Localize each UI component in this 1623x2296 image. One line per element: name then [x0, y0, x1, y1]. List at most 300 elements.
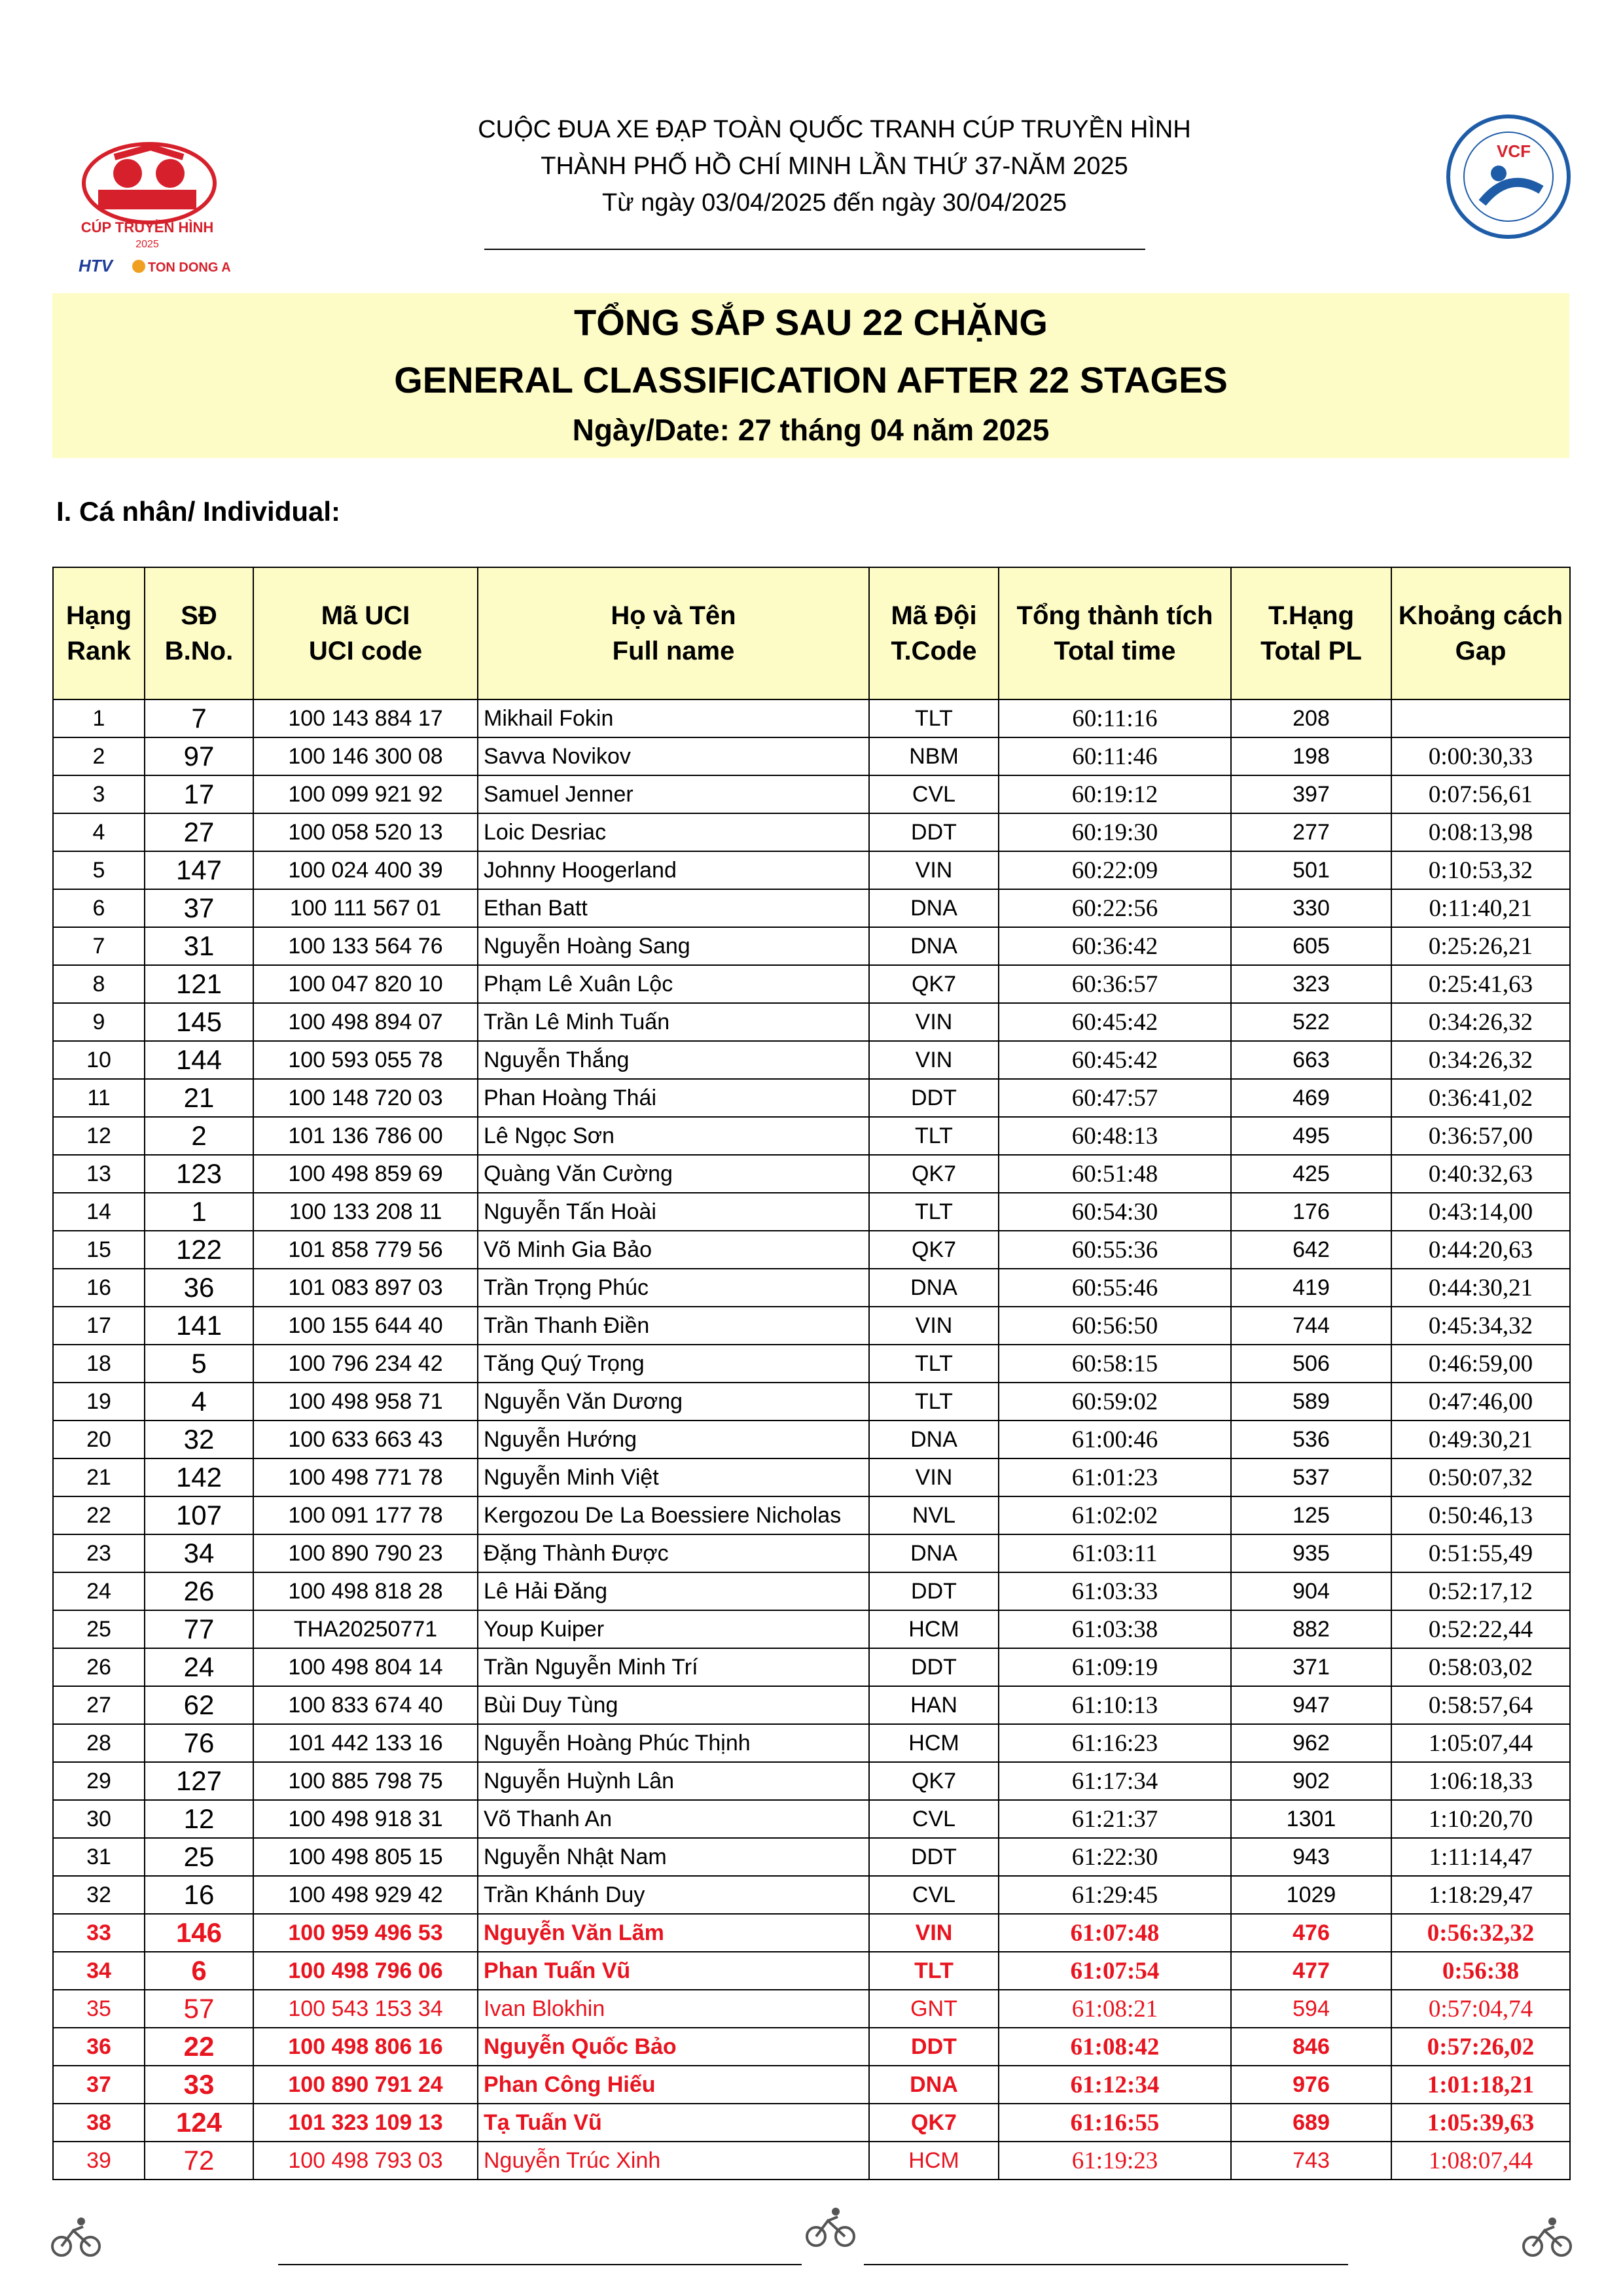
- gap-cell: 0:00:30,33: [1391, 737, 1570, 775]
- bib-cell: 76: [145, 1724, 253, 1762]
- rank-cell: 11: [53, 1079, 145, 1117]
- total-time-cell: 61:07:54: [999, 1952, 1231, 1990]
- svg-text:CÚP TRUYỀN HÌNH: CÚP TRUYỀN HÌNH: [80, 219, 214, 236]
- rider-name-cell: Bùi Duy Tùng: [478, 1686, 869, 1724]
- bib-cell: 7: [145, 699, 253, 737]
- total-points-cell: 642: [1231, 1231, 1391, 1269]
- total-points-cell: 904: [1231, 1572, 1391, 1610]
- total-time-cell: 60:22:09: [999, 851, 1231, 889]
- gap-cell: 0:51:55,49: [1391, 1534, 1570, 1572]
- total-time-cell: 60:58:15: [999, 1345, 1231, 1383]
- total-points-cell: 397: [1231, 775, 1391, 813]
- uci-code-cell: 100 543 153 34: [253, 1990, 478, 2028]
- gap-cell: 0:47:46,00: [1391, 1383, 1570, 1421]
- rider-name-cell: Trần Khánh Duy: [478, 1876, 869, 1914]
- rank-cell: 19: [53, 1383, 145, 1421]
- total-time-cell: 60:11:16: [999, 699, 1231, 737]
- uci-code-cell: 101 083 897 03: [253, 1269, 478, 1307]
- uci-code-cell: 100 133 564 76: [253, 927, 478, 965]
- uci-code-cell: 100 148 720 03: [253, 1079, 478, 1117]
- team-code-cell: VIN: [869, 1914, 999, 1952]
- rank-cell: 17: [53, 1307, 145, 1345]
- rider-name-cell: Trần Trọng Phúc: [478, 1269, 869, 1307]
- total-time-cell: 60:48:13: [999, 1117, 1231, 1155]
- total-points-cell: 536: [1231, 1421, 1391, 1458]
- org-line-3: Từ ngày 03/04/2025 đến ngày 30/04/2025: [601, 189, 1067, 217]
- rider-name-cell: Kergozou De La Boessiere Nicholas: [478, 1496, 869, 1534]
- cup-logo: [52, 111, 242, 288]
- total-points-cell: 477: [1231, 1952, 1391, 1990]
- rider-name-cell: Phan Tuấn Vũ: [478, 1952, 869, 1990]
- uci-code-cell: 100 593 055 78: [253, 1041, 478, 1079]
- bib-cell: 122: [145, 1231, 253, 1269]
- total-points-cell: 605: [1231, 927, 1391, 965]
- gap-cell: 0:57:26,02: [1391, 2028, 1570, 2066]
- gap-cell: 0:07:56,61: [1391, 775, 1570, 813]
- gap-cell: 0:50:07,32: [1391, 1458, 1570, 1496]
- rank-cell: 28: [53, 1724, 145, 1762]
- uci-code-cell: 100 155 644 40: [253, 1307, 478, 1345]
- rank-cell: 1: [53, 699, 145, 737]
- team-code-cell: VIN: [869, 1458, 999, 1496]
- bib-cell: 12: [145, 1800, 253, 1838]
- table-row: [53, 1079, 1570, 1117]
- bib-cell: 1: [145, 1193, 253, 1231]
- gap-cell: 0:52:22,44: [1391, 1610, 1570, 1648]
- table-row: [53, 1876, 1570, 1914]
- svg-text:VCF: VCF: [1497, 141, 1531, 161]
- rank-cell: 5: [53, 851, 145, 889]
- bib-cell: 31: [145, 927, 253, 965]
- table-row: [53, 889, 1570, 927]
- table-row: [53, 1914, 1570, 1952]
- uci-code-cell: 100 833 674 40: [253, 1686, 478, 1724]
- table-row: [53, 1572, 1570, 1610]
- bib-cell: 25: [145, 1838, 253, 1876]
- column-header-bib: SĐ B.No.: [145, 567, 253, 699]
- uci-code-cell: 100 111 567 01: [253, 889, 478, 927]
- bib-cell: 4: [145, 1383, 253, 1421]
- svg-text:TON DONG A: TON DONG A: [148, 260, 231, 275]
- total-time-cell: 61:01:23: [999, 1458, 1231, 1496]
- rank-cell: 31: [53, 1838, 145, 1876]
- gap-cell: 0:36:57,00: [1391, 1117, 1570, 1155]
- rank-cell: 13: [53, 1155, 145, 1193]
- bib-cell: 34: [145, 1534, 253, 1572]
- gap-cell: 0:58:03,02: [1391, 1648, 1570, 1686]
- bib-cell: 5: [145, 1345, 253, 1383]
- rider-name-cell: Nguyễn Hoàng Phúc Thịnh: [478, 1724, 869, 1762]
- team-code-cell: HAN: [869, 1686, 999, 1724]
- total-time-cell: 61:02:02: [999, 1496, 1231, 1534]
- team-code-cell: DDT: [869, 1648, 999, 1686]
- org-line-2: THÀNH PHỐ HỒ CHÍ MINH LẦN THỨ 37-NĂM 2025: [541, 152, 1128, 180]
- gap-cell: 0:34:26,32: [1391, 1041, 1570, 1079]
- rider-name-cell: Nguyễn Trúc Xinh: [478, 2142, 869, 2180]
- total-time-cell: 61:00:46: [999, 1421, 1231, 1458]
- total-points-cell: 589: [1231, 1383, 1391, 1421]
- uci-code-cell: 101 858 779 56: [253, 1231, 478, 1269]
- rider-name-cell: Nguyễn Hoàng Sang: [478, 927, 869, 965]
- rank-cell: 2: [53, 737, 145, 775]
- total-time-cell: 60:36:57: [999, 965, 1231, 1003]
- table-row: [53, 737, 1570, 775]
- gap-cell: 0:46:59,00: [1391, 1345, 1570, 1383]
- total-time-cell: 60:56:50: [999, 1307, 1231, 1345]
- rider-name-cell: Nguyễn Quốc Bảo: [478, 2028, 869, 2066]
- team-code-cell: VIN: [869, 1307, 999, 1345]
- rider-name-cell: Phan Công Hiếu: [478, 2066, 869, 2104]
- rider-name-cell: Youp Kuiper: [478, 1610, 869, 1648]
- table-row: [53, 1155, 1570, 1193]
- team-code-cell: DNA: [869, 889, 999, 927]
- total-points-cell: 501: [1231, 851, 1391, 889]
- table-row: [53, 1231, 1570, 1269]
- total-points-cell: 663: [1231, 1041, 1391, 1079]
- table-row: [53, 927, 1570, 965]
- rank-cell: 38: [53, 2104, 145, 2142]
- footer-divider-right: [864, 2264, 1348, 2265]
- rank-cell: 30: [53, 1800, 145, 1838]
- gap-cell: 1:05:07,44: [1391, 1724, 1570, 1762]
- gap-cell: 0:25:41,63: [1391, 965, 1570, 1003]
- rank-cell: 9: [53, 1003, 145, 1041]
- gap-cell: 1:11:14,47: [1391, 1838, 1570, 1876]
- team-code-cell: NBM: [869, 737, 999, 775]
- uci-code-cell: 100 498 806 16: [253, 2028, 478, 2066]
- gap-cell: 0:52:17,12: [1391, 1572, 1570, 1610]
- gap-cell: 0:56:32,32: [1391, 1914, 1570, 1952]
- uci-code-cell: 100 058 520 13: [253, 813, 478, 851]
- column-header-rank: Hạng Rank: [53, 567, 145, 699]
- total-time-cell: 61:08:21: [999, 1990, 1231, 2028]
- svg-text:2025: 2025: [135, 239, 159, 250]
- total-points-cell: 947: [1231, 1686, 1391, 1724]
- footer-divider-left: [278, 2264, 802, 2265]
- rank-cell: 4: [53, 813, 145, 851]
- total-points-cell: 277: [1231, 813, 1391, 851]
- table-row: [53, 1458, 1570, 1496]
- total-time-cell: 60:19:12: [999, 775, 1231, 813]
- team-code-cell: DDT: [869, 813, 999, 851]
- total-points-cell: 198: [1231, 737, 1391, 775]
- table-row: [53, 1648, 1570, 1686]
- total-points-cell: 1029: [1231, 1876, 1391, 1914]
- team-code-cell: GNT: [869, 1990, 999, 2028]
- bib-cell: 124: [145, 2104, 253, 2142]
- uci-code-cell: 100 091 177 78: [253, 1496, 478, 1534]
- organization-header: [393, 111, 1276, 221]
- table-row: [53, 1345, 1570, 1383]
- rank-cell: 23: [53, 1534, 145, 1572]
- rank-cell: 26: [53, 1648, 145, 1686]
- title-english: GENERAL CLASSIFICATION AFTER 22 STAGES: [394, 359, 1228, 400]
- rank-cell: 12: [53, 1117, 145, 1155]
- uci-code-cell: 100 633 663 43: [253, 1421, 478, 1458]
- title-banner: [52, 293, 1569, 458]
- bib-cell: 2: [145, 1117, 253, 1155]
- bib-cell: 144: [145, 1041, 253, 1079]
- classification-date: Ngày/Date: 27 tháng 04 năm 2025: [572, 413, 1050, 447]
- uci-code-cell: 100 498 958 71: [253, 1383, 478, 1421]
- total-time-cell: 60:54:30: [999, 1193, 1231, 1231]
- total-points-cell: 943: [1231, 1838, 1391, 1876]
- bib-cell: 97: [145, 737, 253, 775]
- rank-cell: 37: [53, 2066, 145, 2104]
- bib-cell: 6: [145, 1952, 253, 1990]
- table-row: [53, 2066, 1570, 2104]
- rider-name-cell: Nguyễn Thắng: [478, 1041, 869, 1079]
- team-code-cell: TLT: [869, 1193, 999, 1231]
- team-code-cell: CVL: [869, 1876, 999, 1914]
- gap-cell: 0:36:41,02: [1391, 1079, 1570, 1117]
- uci-code-cell: 100 146 300 08: [253, 737, 478, 775]
- total-points-cell: 1301: [1231, 1800, 1391, 1838]
- rider-name-cell: Nguyễn Huỳnh Lân: [478, 1762, 869, 1800]
- uci-code-cell: 100 959 496 53: [253, 1914, 478, 1952]
- table-row: [53, 1686, 1570, 1724]
- table-row: [53, 1762, 1570, 1800]
- rank-cell: 10: [53, 1041, 145, 1079]
- table-row: [53, 1003, 1570, 1041]
- table-row: [53, 1041, 1570, 1079]
- uci-code-cell: 100 498 793 03: [253, 2142, 478, 2180]
- total-points-cell: 495: [1231, 1117, 1391, 1155]
- uci-code-cell: 100 498 859 69: [253, 1155, 478, 1193]
- bib-cell: 72: [145, 2142, 253, 2180]
- uci-code-cell: 100 498 804 14: [253, 1648, 478, 1686]
- rank-cell: 32: [53, 1876, 145, 1914]
- gap-cell: 0:44:20,63: [1391, 1231, 1570, 1269]
- bib-cell: 32: [145, 1421, 253, 1458]
- total-time-cell: 60:55:46: [999, 1269, 1231, 1307]
- total-time-cell: 60:45:42: [999, 1041, 1231, 1079]
- team-code-cell: DNA: [869, 1534, 999, 1572]
- total-points-cell: 208: [1231, 699, 1391, 737]
- rider-name-cell: Savva Novikov: [478, 737, 869, 775]
- table-row: [53, 965, 1570, 1003]
- column-header-name: Họ và Tên Full name: [478, 567, 869, 699]
- gap-cell: 0:11:40,21: [1391, 889, 1570, 927]
- uci-code-cell: 101 442 133 16: [253, 1724, 478, 1762]
- rank-cell: 22: [53, 1496, 145, 1534]
- total-points-cell: 882: [1231, 1610, 1391, 1648]
- gap-cell: 0:10:53,32: [1391, 851, 1570, 889]
- team-code-cell: DNA: [869, 927, 999, 965]
- table-row: [53, 1990, 1570, 2028]
- uci-code-cell: 100 796 234 42: [253, 1345, 478, 1383]
- total-points-cell: 506: [1231, 1345, 1391, 1383]
- total-time-cell: 61:19:23: [999, 2142, 1231, 2180]
- total-time-cell: 61:21:37: [999, 1800, 1231, 1838]
- total-points-cell: 962: [1231, 1724, 1391, 1762]
- table-row: [53, 851, 1570, 889]
- table-row: [53, 2104, 1570, 2142]
- table-row: [53, 813, 1570, 851]
- org-line-1: CUỘC ĐUA XE ĐẠP TOÀN QUỐC TRANH CÚP TRUYỀN HÌNH: [478, 116, 1191, 143]
- total-points-cell: 425: [1231, 1155, 1391, 1193]
- rank-cell: 16: [53, 1269, 145, 1307]
- total-time-cell: 60:22:56: [999, 889, 1231, 927]
- title-vietnamese: TỔNG SẮP SAU 22 CHẶNG: [574, 302, 1048, 343]
- total-time-cell: 61:09:19: [999, 1648, 1231, 1686]
- uci-code-cell: 100 024 400 39: [253, 851, 478, 889]
- column-header-time: Tổng thành tích Total time: [999, 567, 1231, 699]
- uci-code-cell: 100 498 771 78: [253, 1458, 478, 1496]
- total-time-cell: 61:03:33: [999, 1572, 1231, 1610]
- column-header-gap: Khoảng cách Gap: [1391, 567, 1570, 699]
- gap-cell: 1:10:20,70: [1391, 1800, 1570, 1838]
- team-code-cell: TLT: [869, 1952, 999, 1990]
- rider-name-cell: Lê Hải Đăng: [478, 1572, 869, 1610]
- rider-name-cell: Trần Lê Minh Tuấn: [478, 1003, 869, 1041]
- total-time-cell: 60:36:42: [999, 927, 1231, 965]
- total-time-cell: 61:16:23: [999, 1724, 1231, 1762]
- column-header-team: Mã Đội T.Code: [869, 567, 999, 699]
- uci-code-cell: 101 136 786 00: [253, 1117, 478, 1155]
- total-points-cell: 476: [1231, 1914, 1391, 1952]
- team-code-cell: DDT: [869, 1079, 999, 1117]
- team-code-cell: TLT: [869, 1383, 999, 1421]
- total-points-cell: 743: [1231, 2142, 1391, 2180]
- cyclist-icon: [47, 2215, 106, 2261]
- team-code-cell: TLT: [869, 1117, 999, 1155]
- team-code-cell: QK7: [869, 2104, 999, 2142]
- rank-cell: 35: [53, 1990, 145, 2028]
- total-points-cell: 976: [1231, 2066, 1391, 2104]
- total-points-cell: 846: [1231, 2028, 1391, 2066]
- total-time-cell: 60:51:48: [999, 1155, 1231, 1193]
- total-time-cell: 61:08:42: [999, 2028, 1231, 2066]
- total-points-cell: 330: [1231, 889, 1391, 927]
- total-points-cell: 935: [1231, 1534, 1391, 1572]
- total-time-cell: 61:16:55: [999, 2104, 1231, 2142]
- gap-cell: 0:49:30,21: [1391, 1421, 1570, 1458]
- rider-name-cell: Samuel Jenner: [478, 775, 869, 813]
- uci-code-cell: 100 498 894 07: [253, 1003, 478, 1041]
- table-row: [53, 1307, 1570, 1345]
- total-time-cell: 61:03:11: [999, 1534, 1231, 1572]
- classification-table: [52, 567, 1571, 2180]
- gap-cell: 0:40:32,63: [1391, 1155, 1570, 1193]
- team-code-cell: QK7: [869, 1155, 999, 1193]
- team-code-cell: TLT: [869, 1345, 999, 1383]
- rider-name-cell: Trần Nguyễn Minh Trí: [478, 1648, 869, 1686]
- team-code-cell: HCM: [869, 1610, 999, 1648]
- team-code-cell: NVL: [869, 1496, 999, 1534]
- cyclist-icon: [1518, 2215, 1577, 2261]
- uci-code-cell: 100 498 818 28: [253, 1572, 478, 1610]
- bib-cell: 22: [145, 2028, 253, 2066]
- bib-cell: 62: [145, 1686, 253, 1724]
- uci-code-cell: 100 890 791 24: [253, 2066, 478, 2104]
- gap-cell: 0:50:46,13: [1391, 1496, 1570, 1534]
- total-time-cell: 61:22:30: [999, 1838, 1231, 1876]
- rank-cell: 18: [53, 1345, 145, 1383]
- rank-cell: 7: [53, 927, 145, 965]
- rank-cell: 14: [53, 1193, 145, 1231]
- rider-name-cell: Quàng Văn Cường: [478, 1155, 869, 1193]
- rider-name-cell: Phan Hoàng Thái: [478, 1079, 869, 1117]
- bib-cell: 127: [145, 1762, 253, 1800]
- uci-code-cell: 100 047 820 10: [253, 965, 478, 1003]
- svg-text:HTV: HTV: [79, 256, 113, 275]
- section-title: I. Cá nhân/ Individual:: [56, 496, 341, 527]
- rank-cell: 8: [53, 965, 145, 1003]
- gap-cell: 0:45:34,32: [1391, 1307, 1570, 1345]
- gap-cell: 0:25:26,21: [1391, 927, 1570, 965]
- total-time-cell: 61:03:38: [999, 1610, 1231, 1648]
- table-row: [53, 1610, 1570, 1648]
- bib-cell: 57: [145, 1990, 253, 2028]
- bib-cell: 36: [145, 1269, 253, 1307]
- rider-name-cell: Nguyễn Hướng: [478, 1421, 869, 1458]
- uci-code-cell: 100 498 918 31: [253, 1800, 478, 1838]
- bib-cell: 121: [145, 965, 253, 1003]
- table-row: [53, 775, 1570, 813]
- total-time-cell: 60:19:30: [999, 813, 1231, 851]
- uci-code-cell: 100 498 796 06: [253, 1952, 478, 1990]
- vcf-logo: [1436, 111, 1580, 242]
- gap-cell: 0:56:38: [1391, 1952, 1570, 1990]
- gap-cell: [1391, 699, 1570, 737]
- rank-cell: 20: [53, 1421, 145, 1458]
- bib-cell: 37: [145, 889, 253, 927]
- total-points-cell: 522: [1231, 1003, 1391, 1041]
- table-row: [53, 1952, 1570, 1990]
- rank-cell: 24: [53, 1572, 145, 1610]
- column-header-points: T.Hạng Total PL: [1231, 567, 1391, 699]
- rider-name-cell: Nguyễn Minh Việt: [478, 1458, 869, 1496]
- rider-name-cell: Ivan Blokhin: [478, 1990, 869, 2028]
- rank-cell: 3: [53, 775, 145, 813]
- rider-name-cell: Võ Thanh An: [478, 1800, 869, 1838]
- team-code-cell: CVL: [869, 775, 999, 813]
- rider-name-cell: Tạ Tuấn Vũ: [478, 2104, 869, 2142]
- uci-code-cell: 100 133 208 11: [253, 1193, 478, 1231]
- gap-cell: 1:01:18,21: [1391, 2066, 1570, 2104]
- team-code-cell: DNA: [869, 2066, 999, 2104]
- total-points-cell: 744: [1231, 1307, 1391, 1345]
- rider-name-cell: Ethan Batt: [478, 889, 869, 927]
- rank-cell: 27: [53, 1686, 145, 1724]
- gap-cell: 1:18:29,47: [1391, 1876, 1570, 1914]
- total-points-cell: 537: [1231, 1458, 1391, 1496]
- total-time-cell: 61:12:34: [999, 2066, 1231, 2104]
- table-row: [53, 1496, 1570, 1534]
- total-points-cell: 176: [1231, 1193, 1391, 1231]
- total-time-cell: 60:47:57: [999, 1079, 1231, 1117]
- rider-name-cell: Nguyễn Tấn Hoài: [478, 1193, 869, 1231]
- table-row: [53, 1724, 1570, 1762]
- uci-code-cell: 100 498 805 15: [253, 1838, 478, 1876]
- bib-cell: 27: [145, 813, 253, 851]
- team-code-cell: HCM: [869, 2142, 999, 2180]
- total-time-cell: 60:45:42: [999, 1003, 1231, 1041]
- bib-cell: 141: [145, 1307, 253, 1345]
- total-time-cell: 60:59:02: [999, 1383, 1231, 1421]
- total-time-cell: 61:10:13: [999, 1686, 1231, 1724]
- total-points-cell: 469: [1231, 1079, 1391, 1117]
- team-code-cell: DDT: [869, 1572, 999, 1610]
- rider-name-cell: Trần Thanh Điền: [478, 1307, 869, 1345]
- gap-cell: 0:08:13,98: [1391, 813, 1570, 851]
- total-points-cell: 419: [1231, 1269, 1391, 1307]
- gap-cell: 0:34:26,32: [1391, 1003, 1570, 1041]
- team-code-cell: DNA: [869, 1269, 999, 1307]
- team-code-cell: VIN: [869, 851, 999, 889]
- gap-cell: 0:44:30,21: [1391, 1269, 1570, 1307]
